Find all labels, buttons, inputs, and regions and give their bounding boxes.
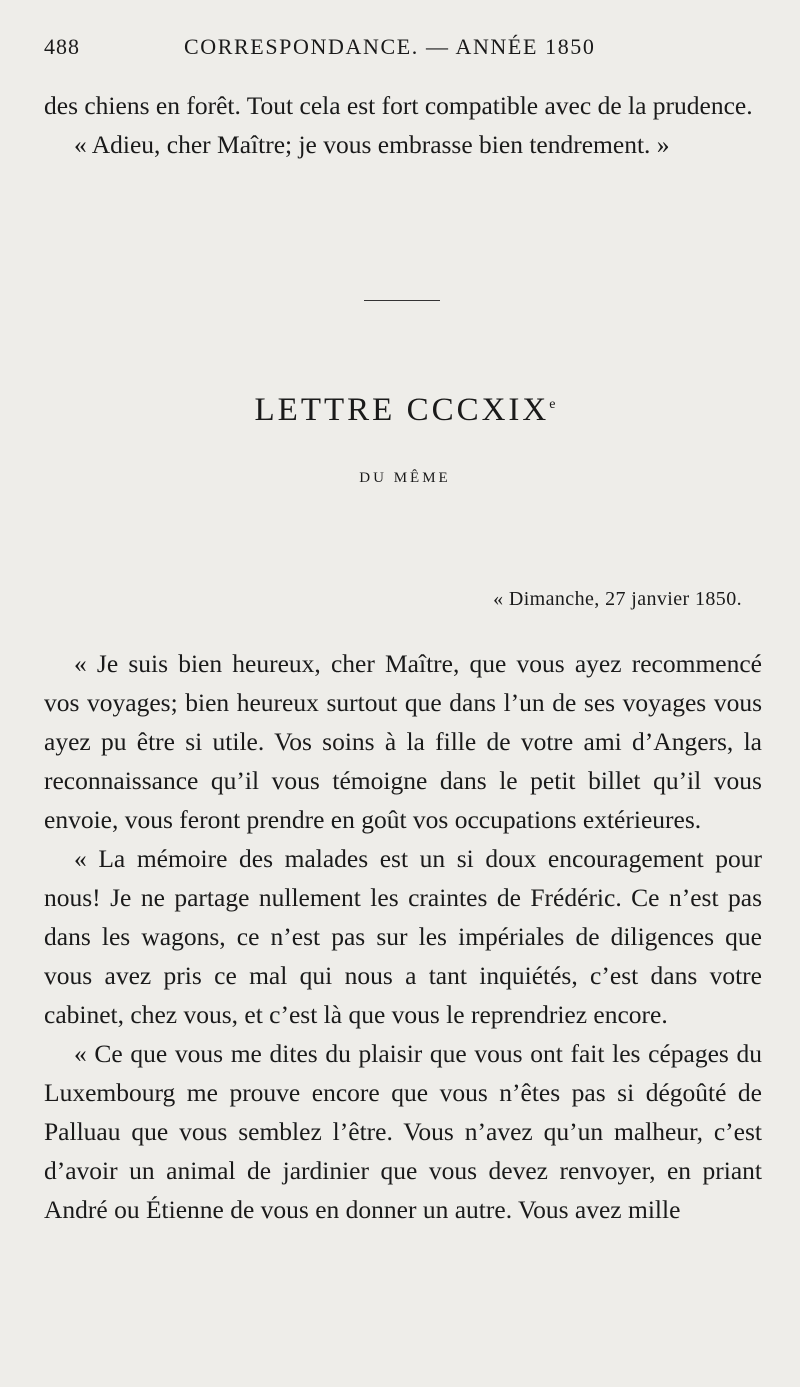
letter-dateline: « Dimanche, 27 janvier 1850.: [493, 588, 742, 610]
letter-title-suffix: e: [549, 397, 556, 412]
letter-subtitle: DU MÊME: [359, 470, 451, 486]
page-header: [44, 34, 758, 68]
letter-body: [44, 644, 762, 1229]
paragraph: « Je suis bien heureux, cher Maître, que vous ayez recommencé vos voyages; bien heureux surtout que dans l’un de ses voyages vous ayez pu être si utile. Vos soins à la fille de votre ami d’Angers, la reconnaissance qu’il vous témoigne dans le petit billet qu’il vous envoie, vous feront prendre en goût vos occupations extérieures.: [44, 649, 762, 834]
paragraph: « La mémoire des malades est un si doux encouragement pour nous! Je ne partage nullement les craintes de Frédéric. Ce n’est pas dans les wagons, ce n’est pas sur les impériales de diligences que vous avez pris ce mal qui nous a tant inquiétés, c’est dans votre cabinet, chez vous, et c’est là que vous le reprendriez encore.: [44, 844, 762, 1029]
letter-title-text: LETTRE CCCXIX: [254, 392, 550, 428]
running-head: CORRESPONDANCE. — ANNÉE 1850: [184, 34, 596, 59]
paragraph: des chiens en forêt. Tout cela est fort compatible avec de la prudence.: [44, 91, 753, 120]
section-divider: [364, 300, 440, 301]
letter-title: [0, 392, 800, 429]
paragraph: « Ce que vous me dites du plaisir que vous ont fait les cépages du Luxembourg me prouve encore que vous n’êtes pas si dégoûté de Palluau que vous semblez l’être. Vous n’avez qu’un malheur, c’est d’avoir un animal de jardinier que vous devez renvoyer, en priant André ou Étienne de vous en donner un autre. Vous avez mille: [44, 1039, 762, 1224]
page-number: 488: [44, 34, 80, 59]
paragraph: « Adieu, cher Maître; je vous embrasse bien tendrement. »: [74, 130, 670, 159]
previous-letter-ending: [44, 86, 762, 164]
